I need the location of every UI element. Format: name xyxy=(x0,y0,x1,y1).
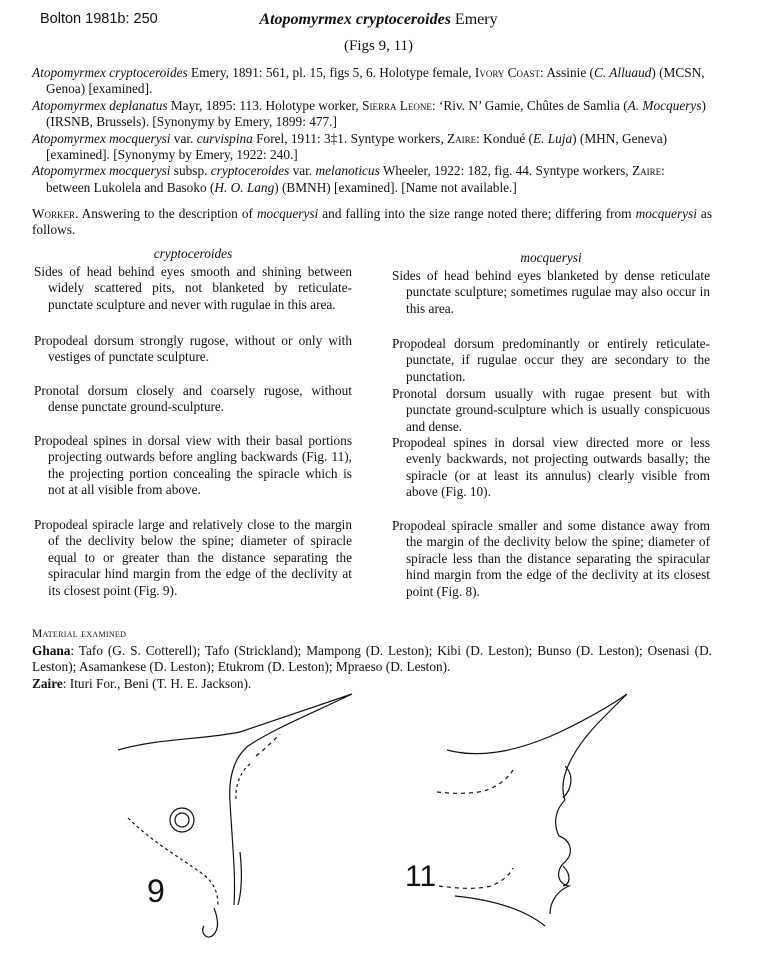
fig11-dorsum-dashed-lower xyxy=(439,868,513,888)
character-right-1: Sides of head behind eyes blanketed by dense reticulate punctate sculpture; sometimes rugulae may also occur in this area. xyxy=(392,268,710,316)
ref-text: Wheeler, 1922: 182, fig. 44. Syntype workers, xyxy=(379,163,632,179)
fig11-spine-base xyxy=(563,766,571,798)
species-title-name: Atopomyrmex cryptoceroides xyxy=(259,11,451,28)
worker-text: . Answering to the description of xyxy=(75,206,257,221)
locality: Sierra Leone xyxy=(362,97,432,113)
variety-name: cryptoceroides xyxy=(210,163,290,179)
ref-text: : ‘Riv. N’ Gamie, Chûtes de Samlia ( xyxy=(431,97,628,113)
ghana-localities: : Tafo (G. S. Cotterell); Tafo (Strickland); Mampong (D. Leston); Kibi (D. Leston); Bunso (D. Leston); Osenasi (D. Leston); Asamankese (D. Leston); Etukrom (D. Leston); Mpraeso (D. Leston). xyxy=(32,643,712,675)
ref-text: subsp. xyxy=(170,163,211,179)
figure-9-drawing xyxy=(100,690,380,950)
taxon-name: mocquerysi xyxy=(256,206,319,221)
fig9-margin xyxy=(238,852,241,905)
collector: E. Luja xyxy=(532,130,573,146)
character-left-2: Propodeal dorsum strongly rugose, without or only with vestiges of punctate sculpture. xyxy=(34,333,352,365)
fig9-spiracle-outer xyxy=(170,808,194,832)
variety-name: curvispina xyxy=(196,130,253,146)
character-left-4: Propodeal spines in dorsal view with their basal portions projecting outwards before angling backwards (Fig. 11), the projecting portion concealing the spiracle which is not at all visible from above. xyxy=(34,433,352,498)
figure-reference: (Figs 9, 11) xyxy=(343,38,414,54)
material-examined-list xyxy=(32,643,712,692)
ref-text: ) (IRSNB, Brussels). [Synonymy by Emery, 1899: 477.] xyxy=(46,97,706,130)
comparison-right-column xyxy=(392,250,710,626)
taxon-name: Atopomyrmex deplanatus xyxy=(32,97,168,113)
ref-text: Mayr, 1895: 113. Holotype worker, xyxy=(167,97,363,113)
fig9-dorsal-dashed xyxy=(256,734,280,756)
worker-text: as follows. xyxy=(32,206,712,238)
character-left-1: Sides of head behind eyes smooth and shining between widely scattered pits, not blanketed by reticulate-punctate sculpture and never with rugulae in this area. xyxy=(34,264,352,312)
ref-text: : Assinie ( xyxy=(540,65,594,80)
fig9-spine-base-dashed xyxy=(236,764,250,800)
fig9-spiracle-inner xyxy=(175,813,189,827)
taxon-name: Atopomyrmex cryptoceroides xyxy=(32,65,188,80)
collector: H. O. Lang xyxy=(214,179,275,195)
synonymy-entry xyxy=(32,163,712,196)
fig9-lobe xyxy=(203,908,218,937)
ref-text: Emery, 1891: 561, pl. 15, figs 5, 6. Holotype female, xyxy=(187,65,475,80)
figure-11-label: 11 xyxy=(405,860,437,893)
fig11-dorsum-dashed-upper xyxy=(437,770,513,793)
fig11-lower-lobe xyxy=(563,866,569,886)
ref-text: ) (BMNH) [examined]. [Name not available.] xyxy=(274,179,517,195)
ref-text: var. xyxy=(289,163,316,179)
character-right-3: Pronotal dorsum usually with rugae present but with punctate ground-sculpture which is usually conspicuous and dense. xyxy=(392,386,710,434)
material-examined-heading: Material examined xyxy=(32,628,127,640)
ref-text: : Kondué ( xyxy=(476,130,533,146)
ref-text: ) (MCSN, Genoa) [examined]. xyxy=(46,65,705,97)
character-right-4: Propodeal spines in dorsal view directed more or less evenly backwards, not projecting outwards basally; the spiracle (or at least its annulus) clearly visible from above (Fig. 10). xyxy=(392,435,710,500)
character-left-5: Propodeal spiracle large and relatively close to the margin of the declivity below the spine; diameter of spiracle equal to or greater than the distance separating the spiracular hind margin from the edge of the declivity at its closest point (Fig. 9). xyxy=(34,517,352,598)
column-heading-mocquerysi: mocquerysi xyxy=(520,250,582,265)
figure-11-drawing xyxy=(395,690,635,950)
fig9-declivity-dashed xyxy=(128,818,218,905)
ref-text: ) (MHN, Geneva) [examined]. [Synonymy by Emery, 1922: 240.] xyxy=(46,130,668,163)
taxon-name: mocquerysi xyxy=(635,206,697,221)
species-title xyxy=(0,11,757,29)
synonymy-entry xyxy=(32,65,712,98)
character-right-5: Propodeal spiracle smaller and some distance away from the margin of the declivity below the spine; diameter of spiracle less than the distance separating the spiracular hind margin from the edge of the declivity at its closest point (Fig. 8). xyxy=(392,518,710,599)
variety-name: melanoticus xyxy=(315,163,380,179)
locality: Ivory Coast xyxy=(474,65,541,80)
column-heading-cryptoceroides: cryptoceroides xyxy=(153,246,233,261)
worker-label: Worker xyxy=(32,206,76,221)
country-zaire: Zaire xyxy=(32,675,63,691)
character-left-3: Pronotal dorsum closely and coarsely rugose, without dense punctate ground-sculpture. xyxy=(34,383,352,415)
taxon-name: Atopomyrmex mocquerysi xyxy=(32,163,171,179)
zaire-localities: : Ituri For., Beni (T. H. E. Jackson). xyxy=(62,675,252,691)
ref-text: : between Lukolela and Basoko ( xyxy=(46,163,665,195)
taxon-name: Atopomyrmex mocquerysi xyxy=(32,130,171,146)
character-right-2: Propodeal dorsum predominantly or entirely reticulate-punctate, if rugulae occur they are secondary to the punctation. xyxy=(392,336,710,384)
species-title-author: Emery xyxy=(450,11,498,28)
ref-text: Forel, 1911: 3‡1. Syntype workers, xyxy=(252,130,447,146)
ref-text: var. xyxy=(170,130,197,146)
country-ghana: Ghana xyxy=(32,643,71,658)
synonymy-entry xyxy=(32,98,712,131)
worker-description xyxy=(32,206,712,239)
running-head-citation: Bolton 1981b: 250 xyxy=(40,11,158,27)
comparison-left-column xyxy=(34,246,352,626)
figure-9-label: 9 xyxy=(147,873,165,909)
fig11-base-line xyxy=(455,896,545,926)
locality: Zaire xyxy=(446,130,477,146)
fig11-spine-upper xyxy=(447,694,627,756)
collector: A. Mocquerys xyxy=(627,97,702,113)
locality: Zaire xyxy=(631,163,662,179)
synonymy-entry xyxy=(32,131,712,164)
worker-text: and falling into the size range noted there; differing from xyxy=(318,206,636,221)
synonymy-list xyxy=(32,65,712,196)
fig11-lateral-outline xyxy=(550,756,573,914)
collector: C. Alluaud xyxy=(593,65,652,80)
